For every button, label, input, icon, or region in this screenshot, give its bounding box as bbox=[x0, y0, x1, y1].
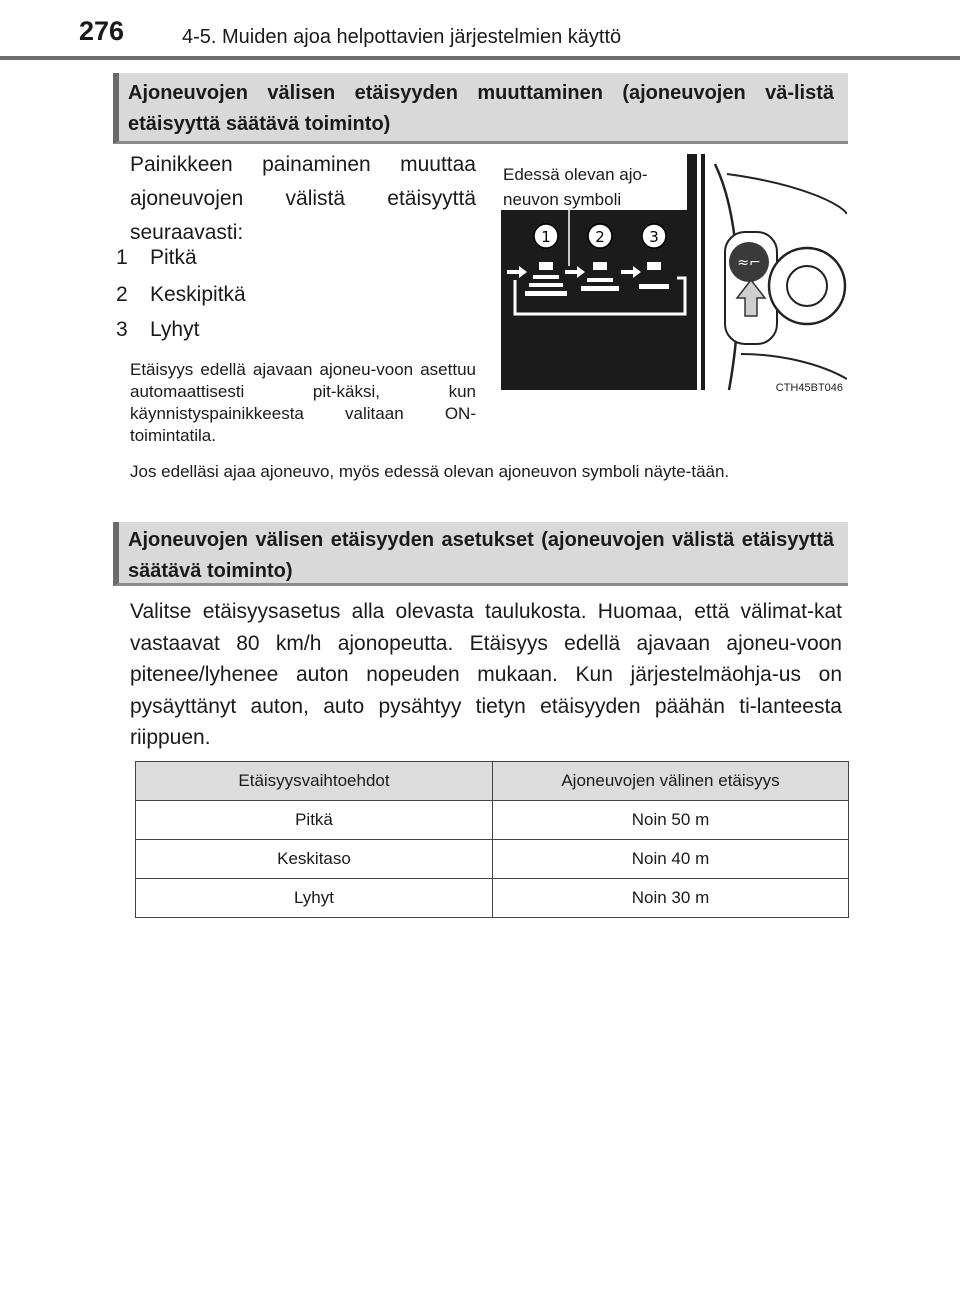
figure-callout bbox=[501, 154, 687, 210]
intro-text: Painikkeen painaminen muuttaa ajoneuvojen välistä etäisyyttä seuraavasti: bbox=[130, 153, 476, 244]
section-heading-distance-settings: Ajoneuvojen välisen etäisyyden asetukset (ajoneuvojen välistä etäisyyttä säätävä toiminto) bbox=[113, 522, 848, 586]
list-item bbox=[116, 279, 246, 311]
table-row bbox=[136, 840, 849, 879]
distance-table bbox=[135, 761, 849, 918]
list-item-label: Pitkä bbox=[150, 246, 197, 269]
circle-number-3-text: 3 bbox=[649, 228, 659, 246]
circle-number-1-text: 1 bbox=[541, 228, 551, 246]
distance-icon: ≈⌐ bbox=[737, 255, 761, 271]
list-item-label: Lyhyt bbox=[150, 318, 200, 341]
running-title: 4-5. Muiden ajoa helpottavien järjestelmien käyttö bbox=[182, 26, 622, 48]
settings-paragraph: Valitse etäisyysasetus alla olevasta taulukosta. Huomaa, että välimat-kat vastaavat 80 km/h ajonopeutta. Etäisyys edellä ajavaan ajoneu-voon pitenee/lyhenee auton nopeuden mukaan. Kun järjestelmäohja-us on pysäyttänyt auton, auto pysähtyy tietyn etäisyyden päähän ti-lanteesta riippuen. bbox=[130, 600, 842, 749]
figure-code: CTH45BT046 bbox=[775, 382, 843, 394]
table-header: Etäisyysvaihtoehdot bbox=[136, 762, 493, 801]
page-header bbox=[0, 0, 960, 62]
table-cell: Lyhyt bbox=[136, 879, 493, 918]
table-header: Ajoneuvojen välinen etäisyys bbox=[493, 762, 849, 801]
list-item bbox=[116, 314, 199, 346]
table-row bbox=[136, 801, 849, 840]
step-number: 1 bbox=[116, 246, 128, 269]
table-row bbox=[136, 879, 849, 918]
note-default-setting: Etäisyys edellä ajavaan ajoneu-voon asettuu automaattisesti pit-käksi, kun käynnistyspainikkeesta valitaan ON-toimintatila. bbox=[130, 360, 476, 445]
distance-switch-figure bbox=[501, 154, 847, 397]
list-item bbox=[116, 242, 197, 274]
table-cell: Pitkä bbox=[136, 801, 493, 840]
table-cell: Keskitaso bbox=[136, 840, 493, 879]
page-number: 276 bbox=[79, 16, 125, 46]
note-vehicle-symbol: Jos edelläsi ajaa ajoneuvo, myös edessä olevan ajoneuvon symboli näyte-tään. bbox=[130, 462, 730, 481]
table-cell: Noin 50 m bbox=[493, 801, 849, 840]
list-item-label: Keskipitkä bbox=[150, 283, 246, 306]
table-cell: Noin 40 m bbox=[493, 840, 849, 879]
table-cell: Noin 30 m bbox=[493, 879, 849, 918]
step-number: 2 bbox=[116, 283, 128, 306]
figure-label-line1: Edessä olevan ajo- bbox=[503, 165, 648, 184]
figure-label-line2: neuvon symboli bbox=[503, 190, 622, 209]
section-heading-distance-change: Ajoneuvojen välisen etäisyyden muuttaminen (ajoneuvojen vä-listä etäisyyttä säätävä toiminto) bbox=[113, 73, 848, 144]
circle-number-2-text: 2 bbox=[595, 228, 605, 246]
header-rule bbox=[0, 56, 960, 60]
step-number: 3 bbox=[116, 318, 128, 341]
table-header-row bbox=[136, 762, 849, 801]
